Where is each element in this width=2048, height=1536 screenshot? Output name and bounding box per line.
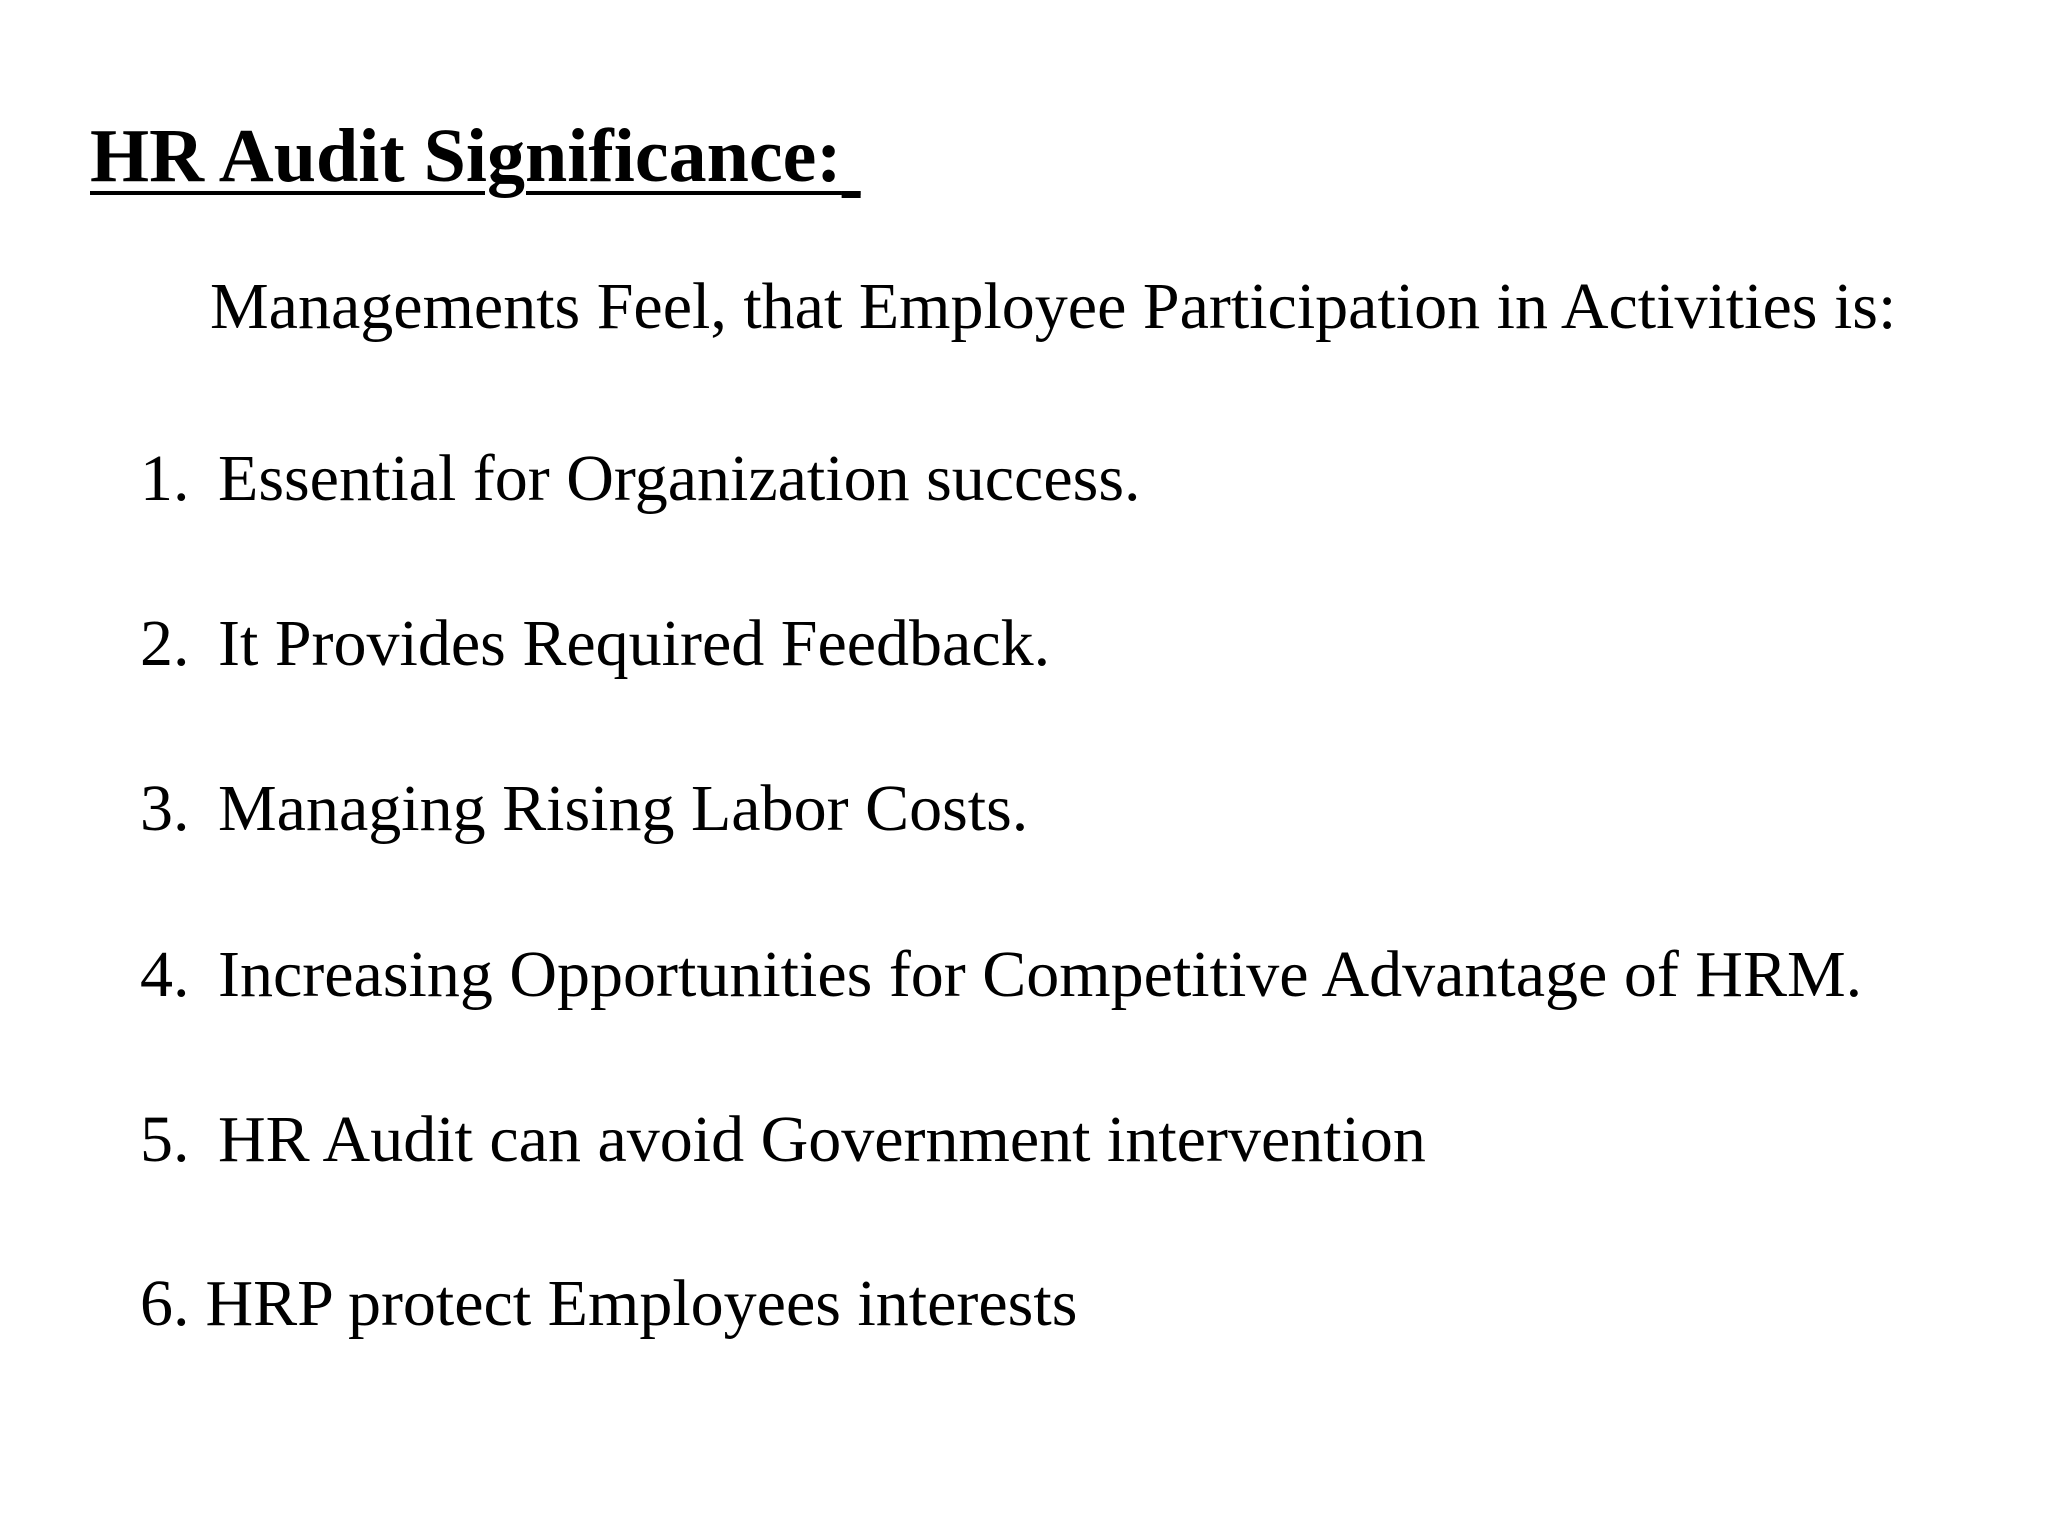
list-item-text: Managing Rising Labor Costs.	[218, 772, 1029, 845]
list-item	[140, 1267, 1078, 1340]
list-item-number: 4.	[140, 938, 190, 1011]
slide-title-text: HR Audit Significance:	[90, 114, 842, 198]
list-item-number: 5.	[140, 1103, 190, 1176]
list-item	[140, 442, 1141, 515]
list-item-text: Essential for Organization success.	[218, 442, 1141, 515]
list-item-text: Increasing Opportunities for Competitive Advantage of HRM.	[218, 938, 1863, 1011]
list-item-number: 3.	[140, 772, 190, 845]
list-item	[140, 938, 1863, 1011]
intro-text: Managements Feel, that Employee Participation in Activities is:	[210, 270, 1897, 343]
list-item-number: 1.	[140, 442, 190, 515]
list-item	[140, 1103, 1426, 1176]
title-underline-trail	[842, 114, 861, 198]
list-item	[140, 607, 1051, 680]
list-item-number: 2.	[140, 607, 190, 680]
list-item-text: It Provides Required Feedback.	[218, 607, 1051, 680]
list-item-text: HR Audit can avoid Government intervention	[218, 1103, 1426, 1176]
list-item-text: HRP protect Employees interests	[205, 1267, 1078, 1340]
list-item	[140, 772, 1029, 845]
list-item-number: 6.	[140, 1267, 190, 1340]
slide-title	[90, 114, 861, 198]
